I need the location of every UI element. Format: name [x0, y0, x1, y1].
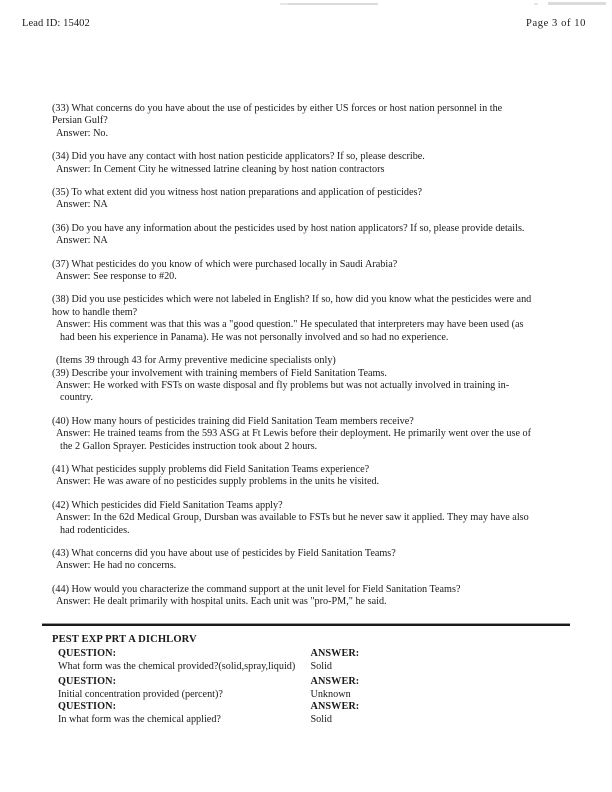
pest-question-value: Initial concentration provided (percent)?	[58, 688, 223, 700]
qa-block	[52, 500, 532, 537]
qa-block	[52, 223, 532, 248]
question-column-header: QUESTION:	[58, 648, 117, 659]
question-text: (44) How would you characterize the command support at the unit level for Field Sanitation Teams?	[52, 583, 461, 595]
answer-text: Answer: He had no concerns.	[56, 560, 177, 572]
scan-artifact-top-right-tick	[534, 3, 538, 5]
questionnaire-body	[52, 103, 532, 609]
question-text: (37) What pesticides do you know of which were purchased locally in Saudi Arabia?	[52, 258, 398, 270]
question-text: (41) What pesticides supply problems did Field Sanitation Teams experience?	[52, 463, 370, 475]
qa-block	[52, 416, 532, 453]
answer-text: Answer: NA	[56, 235, 108, 247]
scan-artifact-top-right	[548, 2, 606, 5]
pest-section-title: PEST EXP PRT A DICHLORV	[52, 634, 197, 645]
table-row	[52, 648, 572, 661]
question-text: (35) To what extent did you witness host nation preparations and application of pesticides?	[52, 187, 423, 199]
qa-block	[52, 584, 532, 609]
scan-artifact-top-center-tick	[280, 3, 288, 5]
qa-block	[52, 259, 532, 284]
answer-text: Answer: He dealt primarily with hospital units. Each unit was "pro-PM," he said.	[56, 596, 387, 608]
answer-text: Answer: His comment was that this was a "good question." He speculated that interpreters may have been used (as had been his experience in Panama). He was not personally involved and so had no experience.	[56, 319, 524, 343]
question-text: (43) What concerns did you have about use of pesticides by Field Sanitation Teams?	[52, 547, 396, 559]
scan-artifact-top-center	[288, 3, 378, 5]
section-note: (Items 39 through 43 for Army preventive medicine specialists only)	[56, 355, 336, 367]
answer-column-header: ANSWER:	[310, 701, 360, 713]
pest-exposure-table	[52, 648, 572, 727]
table-row	[52, 676, 572, 689]
qa-block	[52, 294, 532, 344]
lead-id-label: Lead ID: 15402	[22, 18, 90, 29]
answer-text: Answer: He was aware of no pesticides supply problems in the units he visited.	[56, 476, 380, 488]
table-row	[52, 689, 572, 702]
answer-text: Answer: See response to #20.	[56, 271, 177, 283]
pest-answer-value: Unknown	[310, 688, 351, 700]
answer-text: Answer: NA	[56, 199, 108, 211]
qa-block	[52, 187, 532, 212]
answer-text: Answer: In Cement City he witnessed latrine cleaning by host nation contractors	[56, 163, 385, 175]
qa-block	[52, 103, 532, 140]
pest-exposure-section	[52, 633, 572, 727]
table-row	[52, 701, 572, 714]
answer-text: Answer: He worked with FSTs on waste disposal and fly problems but was not actually involved in training in-country.	[56, 379, 510, 404]
pest-question-value: In what form was the chemical applied?	[58, 713, 221, 725]
question-text: (36) Do you have any information about the pesticides used by host nation applicators? If so, please provide details.	[52, 222, 525, 234]
page-header	[0, 18, 612, 34]
section-divider-rule	[42, 624, 570, 626]
table-row	[52, 714, 572, 727]
question-column-header: QUESTION:	[58, 676, 117, 688]
table-row	[52, 661, 572, 674]
qa-block	[52, 355, 532, 405]
question-text: (40) How many hours of pesticides training did Field Sanitation Team members receive?	[52, 415, 414, 427]
answer-text: Answer: No.	[56, 127, 109, 139]
pest-answer-value: Solid	[310, 713, 332, 725]
answer-column-header: ANSWER:	[310, 648, 360, 659]
page-number-label: Page 3 of 10	[526, 18, 586, 29]
pest-answer-value: Solid	[310, 660, 332, 672]
answer-column-header: ANSWER:	[310, 676, 360, 688]
question-text: (34) Did you have any contact with host nation pesticide applicators? If so, please describe.	[52, 151, 425, 163]
answer-text: Answer: In the 62d Medical Group, Dursban was available to FSTs but he never saw it applied. They may have also had rodenticides.	[56, 512, 529, 536]
qa-block	[52, 548, 532, 573]
question-text: (38) Did you use pesticides which were not labeled in English? If so, how did you know what the pesticides were and how to handle them?	[52, 294, 532, 318]
pest-question-value: What form was the chemical provided?(solid,spray,liquid)	[58, 660, 296, 672]
answer-text: Answer: He trained teams from the 593 ASG at Ft Lewis before their deployment. He primarily went over the use of the 2 Gallon Sprayer. Pesticides instruction took about 2 hours.	[56, 428, 532, 452]
question-text: (33) What concerns do you have about the use of pesticides by either US forces or host nation personnel in the Persian Gulf?	[52, 103, 503, 127]
question-column-header: QUESTION:	[58, 701, 117, 713]
qa-block	[52, 151, 532, 176]
question-text: (39) Describe your involvement with training members of Field Sanitation Teams.	[52, 367, 387, 379]
qa-block	[52, 464, 532, 489]
question-text: (42) Which pesticides did Field Sanitation Teams apply?	[52, 499, 283, 511]
